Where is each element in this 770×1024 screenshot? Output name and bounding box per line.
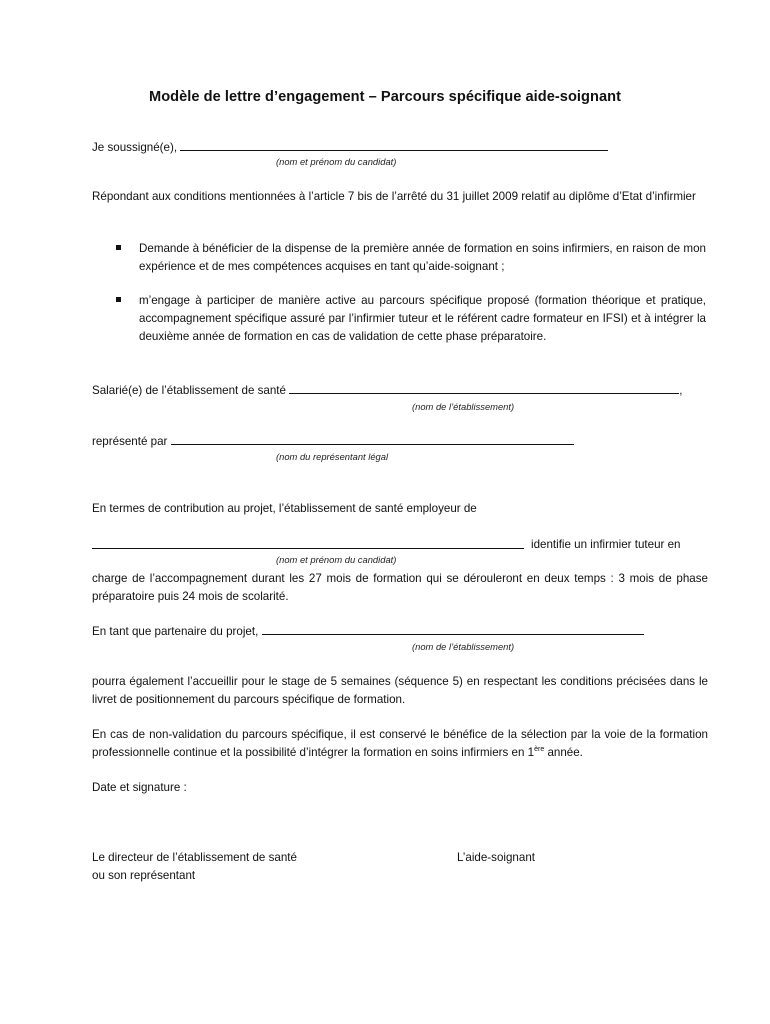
contribution-continuation: charge de l’accompagnement durant les 27 mois de formation qui se dérouleront en deux temps : 3 mois de phase préparatoire puis 24 mois de scolarité. <box>92 572 708 603</box>
bullet-marker <box>116 297 121 302</box>
partner-paragraph: pourra également l’accueillir pour le stage de 5 semaines (séquence 5) en respectant les conditions précisées dans le livret de positionnement du parcours spécifique de formation. <box>92 675 708 706</box>
representative-name-field[interactable] <box>171 432 574 445</box>
representative-caption: (nom du représentant légal <box>276 451 389 462</box>
employee-caption: (nom de l’établissement) <box>412 401 515 412</box>
candidate-caption: (nom et prénom du candidat) <box>276 156 397 167</box>
tutor-line <box>92 536 524 554</box>
bullet-marker <box>116 245 121 250</box>
employee-trailing-comma: , <box>679 384 683 397</box>
partner-establishment-field[interactable] <box>262 622 644 635</box>
candidate-name-field-2[interactable] <box>92 536 524 549</box>
establishment-name-field[interactable] <box>289 381 679 394</box>
partner-label: En tant que partenaire du projet, <box>92 625 259 638</box>
director-representative-label: ou son représentant <box>92 869 196 882</box>
candidate-line <box>92 138 608 156</box>
bullet-item-dispense: Demande à bénéficier de la dispense de la première année de formation en soins infirmiers, en raison de mon expérience et de mes compétences acquises en tant qu’aide-soignant ; <box>139 242 706 273</box>
candidate-name-field[interactable] <box>180 138 608 151</box>
date-signature-label: Date et signature : <box>92 781 187 794</box>
non-validation-text: En cas de non-validation du parcours spécifique, il est conservé le bénéfice de la sélection par la voie de la formation professionnelle continue et la possibilité d’intégrer la formation en soins infirmiers en 1 <box>92 728 708 759</box>
non-validation-text-end: année. <box>544 746 583 759</box>
bullet-item-engagement: m’engage à participer de manière active au parcours spécifique proposé (formation théorique et pratique, accompagnement spécifique assuré par l’infirmier tuteur et le référent cadre formateur en IFSI) et à intégrer la deuxième année de formation en cas de validation de cette phase préparatoire. <box>139 294 706 343</box>
non-validation-paragraph <box>92 726 708 762</box>
partner-caption: (nom de l’établissement) <box>412 641 515 652</box>
employee-label: Salarié(e) de l’établissement de santé <box>92 384 286 397</box>
aide-soignant-signature-label: L’aide-soignant <box>457 851 535 864</box>
tutor-text: identifie un infirmier tuteur en <box>531 538 681 551</box>
partner-line <box>92 622 644 640</box>
director-signature-label: Le directeur de l’établissement de santé <box>92 851 297 864</box>
ordinal-superscript: ère <box>534 746 545 754</box>
document-title: Modèle de lettre d’engagement – Parcours spécifique aide-soignant <box>149 89 621 105</box>
representative-line <box>92 432 574 450</box>
candidate-label: Je soussigné(e), <box>92 141 178 154</box>
representative-label: représenté par <box>92 435 168 448</box>
intro-paragraph: Répondant aux conditions mentionnées à l’article 7 bis de l’arrêté du 31 juillet 2009 relatif au diplôme d’Etat d’infirmier <box>92 190 696 203</box>
contribution-text: En termes de contribution au projet, l’établissement de santé employeur de <box>92 502 477 515</box>
employee-line <box>92 381 682 399</box>
contribution-caption: (nom et prénom du candidat) <box>276 554 397 565</box>
